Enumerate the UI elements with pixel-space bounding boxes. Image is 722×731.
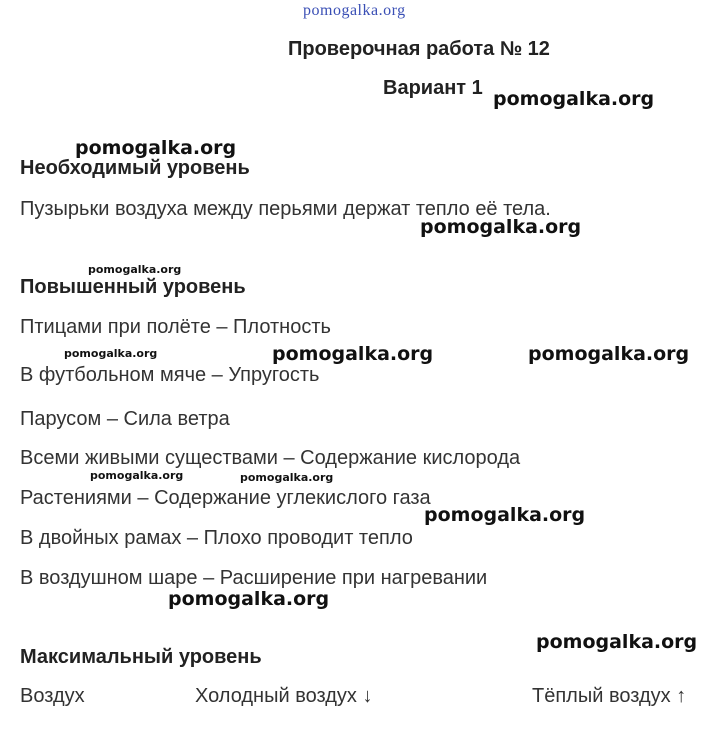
section-heading-required: Необходимый уровень: [20, 157, 250, 179]
watermark: pomogalka.org: [536, 631, 698, 653]
maximum-col-cold-air: Холодный воздух ↓: [195, 685, 373, 707]
maximum-col-air: Воздух: [20, 685, 85, 707]
advanced-line: Всеми живыми существами – Содержание кислорода: [20, 447, 521, 469]
watermark: pomogalka.org: [90, 469, 184, 482]
advanced-line: В воздушном шаре – Расширение при нагревании: [20, 567, 488, 589]
page-title: Проверочная работа № 12: [288, 38, 550, 60]
advanced-line: В двойных рамах – Плохо проводит тепло: [20, 527, 413, 549]
watermark: pomogalka.org: [424, 504, 586, 526]
watermark: pomogalka.org: [272, 343, 434, 365]
advanced-line: Растениями – Содержание углекислого газа: [20, 487, 431, 509]
advanced-line: Птицами при полёте – Плотность: [20, 316, 331, 338]
maximum-col-warm-air: Тёплый воздух ↑: [532, 685, 687, 707]
watermark: pomogalka.org: [420, 216, 582, 238]
variant-title: Вариант 1: [383, 77, 483, 99]
watermark: pomogalka.org: [528, 343, 690, 365]
advanced-line: Парусом – Сила ветра: [20, 408, 230, 430]
watermark: pomogalka.org: [168, 588, 330, 610]
section-heading-advanced: Повышенный уровень: [20, 276, 246, 298]
watermark: pomogalka.org: [75, 137, 237, 159]
advanced-line: В футбольном мяче – Упругость: [20, 364, 320, 386]
watermark-top: pomogalka.org: [303, 2, 406, 19]
watermark: pomogalka.org: [88, 263, 182, 276]
watermark: pomogalka.org: [493, 88, 655, 110]
watermark: pomogalka.org: [64, 347, 158, 360]
watermark: pomogalka.org: [240, 471, 334, 484]
required-answer: Пузырьки воздуха между перьями держат тепло её тела.: [20, 198, 551, 220]
section-heading-maximum: Максимальный уровень: [20, 646, 262, 668]
